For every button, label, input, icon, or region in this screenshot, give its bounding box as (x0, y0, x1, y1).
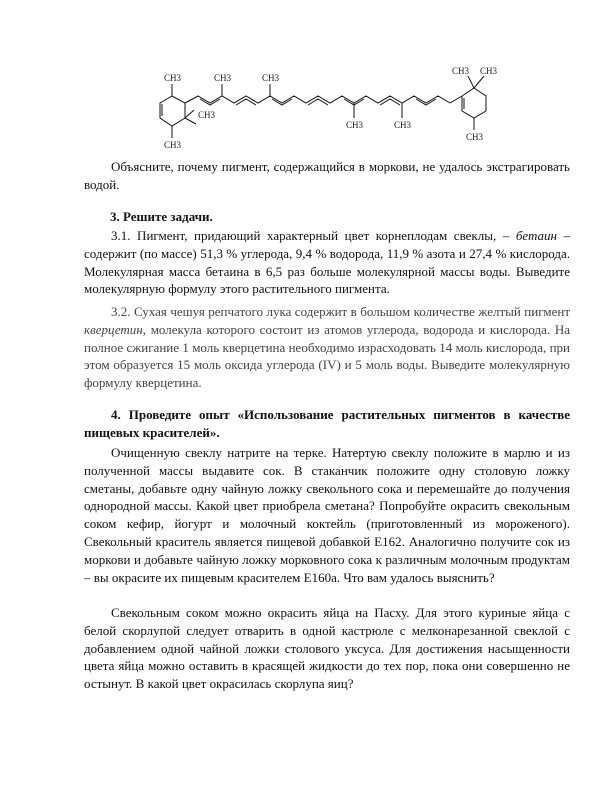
task-3-2-rest: , молекула которого состоит из атомов углерода, водорода и кислорода. На полное сжигание 1 моль кверцетина необходимо израсходовать 14 моль кислорода, при этом образуется 15 моль оксида углерода (IV) и 5 моль воды. Выведите молекулярную формулу кверцетина. (84, 321, 570, 391)
methyl-label: CH3 (198, 110, 216, 120)
methyl-label: CH3 (214, 73, 232, 83)
task-3-1-rest: – содержит (по массе) 51,3 % углерода, 9,4 % водорода, 11,9 % азота и 27,4 % кислорода. Молекулярная масса бетаина в 6,5 раз больше молекулярной массы воды. Выведите молекулярную формулу этого растительного пигмента. (84, 228, 571, 297)
methyl-label: CH3 (164, 73, 182, 83)
experiment-paragraph-2: Свекольным соком можно окрасить яйца на Пасху. Для этого куриные яйца с белой скорлупой следует отварить в одной кастрюле с мелконарезанной свеклой с добавлением одной чайной ложки столового уксуса. Для достижения насыщенности цвета яйца можно оставить в красящей жидкости до тех пор, пока они совершенно не остынут. В какой цвет окрасилась скорлупа яиц? (84, 605, 570, 692)
betaine-term: бетаин (515, 228, 557, 243)
task-3-1-start: 3.1. Пигмент, придающий характерный цвет корнеплодам свеклы, – (111, 228, 516, 243)
carotene-structural-formula (150, 66, 505, 152)
task-3-heading: 3. Решите задачи. (110, 209, 213, 224)
quercetin-term: кверцетин (84, 321, 143, 337)
question-explain: Объясните, почему пигмент, содержащийся в моркови, не удалось экстрагировать водой. (84, 159, 570, 192)
task-3-2 (84, 303, 570, 392)
methyl-label: CH3 (164, 140, 182, 150)
methyl-label: CH3 (466, 132, 484, 142)
experiment-paragraph-1: Очищенную свеклу натрите на терке. Натертую свеклу положите в марлю и из полученной массы выдавите сок. В стаканчик положите одну столовую ложку сметаны, добавьте одну чайную ложку свекольного сока и перемешайте до получения однородной массы. Какой цвет приобрела сметана? Попробуйте окрасить свекольным соком кефир, йогурт и молочный коктейль (приготовленный из мороженого). Свекольный краситель является пищевой добавкой Е162. Аналогично получите сок из моркови и добавьте чайную ложку морковного сока к различным молочным продуктам – вы окрасите их пищевым красителем Е160а. Что вам удалось выяснить? (84, 445, 570, 585)
methyl-label: CH3 (480, 66, 498, 76)
methyl-label: CH3 (346, 120, 364, 130)
methyl-label: CH3 (452, 66, 470, 76)
task-3-1 (84, 227, 570, 298)
task-4-heading: 4. Проведите опыт «Использование растительных пигментов в качестве пищевых красителей». (84, 407, 570, 440)
methyl-label: CH3 (262, 73, 280, 83)
task-3-2-start: 3.2. Сухая чешуя репчатого лука содержит в большом количестве желтый пигмент (111, 304, 570, 319)
methyl-label: CH3 (394, 120, 412, 130)
